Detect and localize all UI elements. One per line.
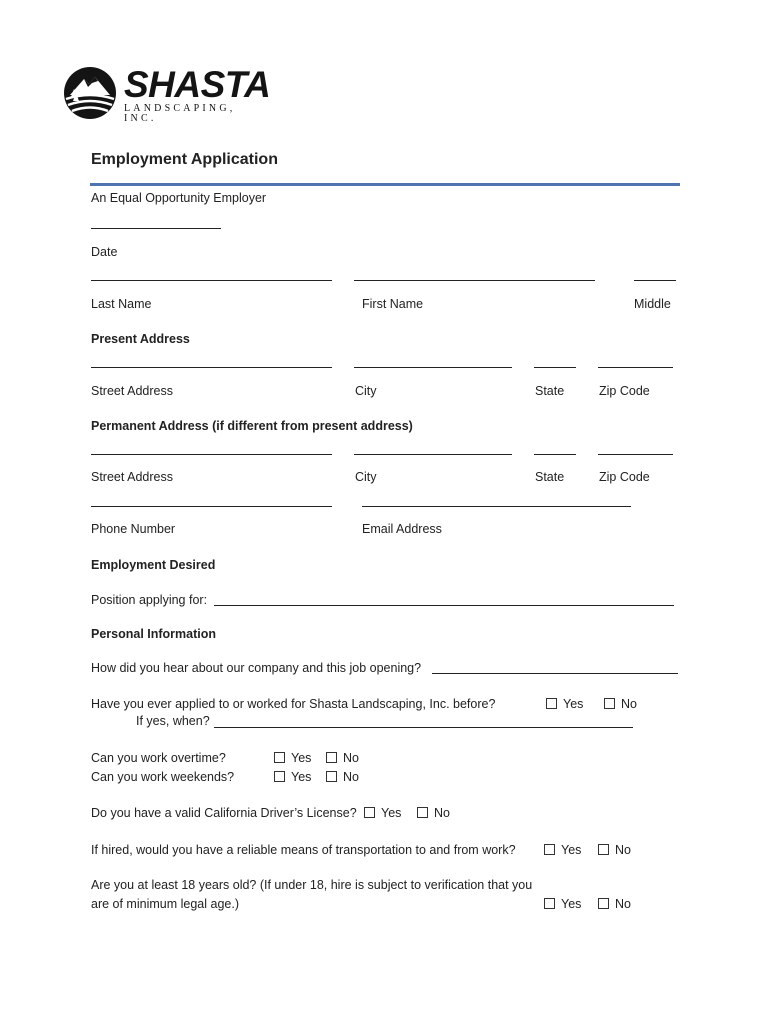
weekends-question: Can you work weekends? bbox=[91, 770, 235, 784]
date-label: Date bbox=[91, 245, 118, 259]
logo-wordmark: SHASTA bbox=[124, 64, 271, 105]
present-state-field[interactable] bbox=[534, 367, 576, 368]
age-no-option[interactable] bbox=[598, 897, 631, 911]
subtitle: An Equal Opportunity Employer bbox=[91, 191, 267, 205]
present-street-field[interactable] bbox=[91, 367, 332, 368]
shasta-mountain-logo-icon bbox=[62, 65, 118, 121]
permanent-zip-label: Zip Code bbox=[599, 470, 650, 484]
employment-desired-heading: Employment Desired bbox=[91, 558, 216, 572]
overtime-no-label: No bbox=[343, 751, 359, 765]
overtime-no-option[interactable] bbox=[326, 751, 359, 765]
checkbox-icon[interactable] bbox=[604, 698, 615, 709]
permanent-city-label: City bbox=[355, 470, 377, 484]
overtime-question: Can you work overtime? bbox=[91, 751, 226, 765]
last-name-field[interactable] bbox=[91, 280, 332, 281]
permanent-street-field[interactable] bbox=[91, 454, 332, 455]
weekends-yes-option[interactable] bbox=[274, 770, 311, 784]
age-yes-label: Yes bbox=[561, 897, 582, 911]
age-question-line1: Are you at least 18 years old? (If under 18, hire is subject to verification that you bbox=[91, 878, 533, 892]
permanent-city-field[interactable] bbox=[354, 454, 512, 455]
license-yes-option[interactable] bbox=[364, 806, 401, 820]
checkbox-icon[interactable] bbox=[598, 898, 609, 909]
checkbox-icon[interactable] bbox=[364, 807, 375, 818]
page-title: Employment Application bbox=[91, 151, 278, 168]
transport-question: If hired, would you have a reliable means of transportation to and from work? bbox=[91, 843, 516, 857]
checkbox-icon[interactable] bbox=[417, 807, 428, 818]
when-label: If yes, when? bbox=[136, 714, 210, 728]
when-field[interactable] bbox=[214, 727, 633, 728]
transport-yes-option[interactable] bbox=[544, 843, 581, 857]
position-label: Position applying for: bbox=[91, 593, 208, 607]
applied-no-label: No bbox=[621, 697, 637, 711]
age-no-label: No bbox=[615, 897, 631, 911]
permanent-state-label: State bbox=[535, 470, 565, 484]
checkbox-icon[interactable] bbox=[546, 698, 557, 709]
license-question: Do you have a valid California Driver’s License? bbox=[91, 806, 357, 820]
age-yes-option[interactable] bbox=[544, 897, 581, 911]
applied-question: Have you ever applied to or worked for Shasta Landscaping, Inc. before? bbox=[91, 697, 496, 711]
present-street-label: Street Address bbox=[91, 384, 173, 398]
weekends-yes-label: Yes bbox=[291, 770, 312, 784]
permanent-zip-field[interactable] bbox=[598, 454, 673, 455]
overtime-yes-label: Yes bbox=[291, 751, 312, 765]
checkbox-icon[interactable] bbox=[274, 752, 285, 763]
transport-yes-label: Yes bbox=[561, 843, 582, 857]
age-question-line2: are of minimum legal age.) bbox=[91, 897, 239, 911]
first-name-label: First Name bbox=[362, 297, 424, 311]
middle-name-field[interactable] bbox=[634, 280, 676, 281]
license-yes-label: Yes bbox=[381, 806, 402, 820]
checkbox-icon[interactable] bbox=[598, 844, 609, 855]
applied-no-option[interactable] bbox=[604, 697, 637, 711]
license-no-label: No bbox=[434, 806, 450, 820]
present-address-heading: Present Address bbox=[91, 332, 190, 346]
present-city-field[interactable] bbox=[354, 367, 512, 368]
present-state-label: State bbox=[535, 384, 565, 398]
applied-yes-label: Yes bbox=[563, 697, 584, 711]
transport-no-option[interactable] bbox=[598, 843, 631, 857]
last-name-label: Last Name bbox=[91, 297, 152, 311]
title-divider bbox=[90, 183, 680, 186]
date-field[interactable] bbox=[91, 228, 221, 229]
checkbox-icon[interactable] bbox=[544, 898, 555, 909]
position-field[interactable] bbox=[214, 605, 674, 606]
personal-information-heading: Personal Information bbox=[91, 627, 217, 641]
middle-name-label: Middle bbox=[634, 297, 671, 311]
checkbox-icon[interactable] bbox=[544, 844, 555, 855]
logo-subtitle: LANDSCAPING, INC. bbox=[124, 103, 236, 124]
hear-field[interactable] bbox=[432, 673, 678, 674]
permanent-street-label: Street Address bbox=[91, 470, 173, 484]
present-city-label: City bbox=[355, 384, 377, 398]
overtime-yes-option[interactable] bbox=[274, 751, 311, 765]
license-no-option[interactable] bbox=[417, 806, 450, 820]
phone-label: Phone Number bbox=[91, 522, 176, 536]
weekends-no-label: No bbox=[343, 770, 359, 784]
present-zip-label: Zip Code bbox=[599, 384, 650, 398]
hear-question: How did you hear about our company and this job opening? bbox=[91, 661, 422, 675]
checkbox-icon[interactable] bbox=[326, 771, 337, 782]
checkbox-icon[interactable] bbox=[326, 752, 337, 763]
applied-yes-option[interactable] bbox=[546, 697, 583, 711]
permanent-address-heading: Permanent Address (if different from present address) bbox=[91, 419, 413, 433]
first-name-field[interactable] bbox=[354, 280, 595, 281]
phone-field[interactable] bbox=[91, 506, 332, 507]
permanent-state-field[interactable] bbox=[534, 454, 576, 455]
email-label: Email Address bbox=[362, 522, 442, 536]
weekends-no-option[interactable] bbox=[326, 770, 359, 784]
company-logo bbox=[62, 62, 272, 124]
transport-no-label: No bbox=[615, 843, 631, 857]
checkbox-icon[interactable] bbox=[274, 771, 285, 782]
email-field[interactable] bbox=[362, 506, 631, 507]
present-zip-field[interactable] bbox=[598, 367, 673, 368]
